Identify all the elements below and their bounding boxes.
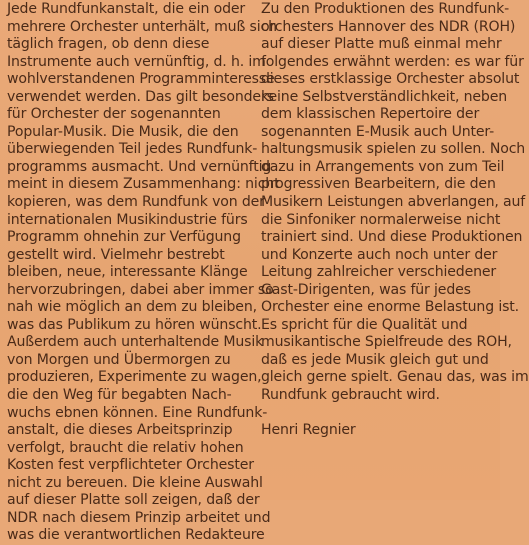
text-line: Es spricht für die Qualität und <box>261 316 468 333</box>
text-line: programms ausmacht. Und vernünftig <box>7 158 272 175</box>
right-text-column <box>261 1 529 440</box>
text-line: wuchs ebnen können. Eine Rundfunk- <box>7 404 268 421</box>
text-line: wohlverstandenen Programminteresse <box>7 71 275 88</box>
text-line: was die verantwortlichen Redakteure <box>7 527 265 544</box>
text-line: Außerdem auch unterhaltende Musik <box>7 334 264 351</box>
text-line: meint in diesem Zusammenhang: nicht <box>7 176 280 193</box>
text-line: und Konzerte auch noch unter der <box>261 246 498 263</box>
text-line: Kosten fest verpflichteter Orchester <box>7 457 254 474</box>
text-line: überwiegenden Teil jedes Rundfunk- <box>7 141 258 158</box>
text-line: hervorzubringen, dabei aber immer so <box>7 281 274 298</box>
text-line: die den Weg für begabten Nach- <box>7 387 232 404</box>
text-line: Leitung zahlreicher verschiedener <box>261 264 497 281</box>
text-line: verfolgt, braucht die relativ hohen <box>7 439 244 456</box>
text-line: musikantische Spielfreude des ROH, <box>261 334 512 351</box>
text-line: Instrumente auch vernünftig, d. h. im <box>7 53 266 70</box>
text-line: Popular-Musik. Die Musik, die den <box>7 123 239 140</box>
text-line: auf dieser Platte soll zeigen, daß der <box>7 492 260 509</box>
text-line: was das Publikum zu hören wünscht. <box>7 316 262 333</box>
text-line: verwendet werden. Das gilt besonders <box>7 88 274 105</box>
left-text-column <box>7 1 280 545</box>
text-line: internationalen Musikindustrie fürs <box>7 211 248 228</box>
text-line: kopieren, was dem Rundfunk von der <box>7 194 265 211</box>
text-line: Rundfunk gebraucht wird. <box>261 387 440 404</box>
text-line: produzieren, Experimente zu wagen, <box>7 369 262 386</box>
text-line: sogenannten E-Musik auch Unter- <box>261 123 495 140</box>
text-line: haltungsmusik spielen zu sollen. Noch <box>261 141 526 158</box>
text-line: Orchester eine enorme Belastung ist. <box>261 299 519 316</box>
text-line: Jede Rundfunkanstalt, die ein oder <box>7 1 246 17</box>
text-line: nah wie möglich an dem zu bleiben, <box>7 299 257 316</box>
text-line: dazu in Arrangements von zum Teil <box>261 158 505 175</box>
text-line: auf dieser Platte muß einmal mehr <box>261 36 502 53</box>
text-line: dem klassischen Repertoire der <box>261 106 480 123</box>
text-line: progressiven Bearbeitern, die den <box>261 176 496 193</box>
text-line: dieses erstklassige Orchester absolut <box>261 71 520 88</box>
text-line: keine Selbstverständlichkeit, neben <box>261 88 508 105</box>
text-line: bleiben, neue, interessante Klänge <box>7 264 248 281</box>
text-line: die Sinfoniker normalerweise nicht <box>261 211 501 228</box>
text-line: Musikern Leistungen abverlangen, auf <box>261 194 526 211</box>
text-line: mehrere Orchester unterhält, muß sich <box>7 18 277 35</box>
text-line: daß es jede Musik gleich gut und <box>261 351 489 368</box>
text-line: täglich fragen, ob denn diese <box>7 36 210 53</box>
text-line: von Morgen und Übermorgen zu <box>7 351 231 368</box>
text-line: NDR nach diesem Prinzip arbeitet und <box>7 509 271 526</box>
text-line: orchesters Hannover des NDR (ROH) <box>261 18 516 35</box>
text-line: anstalt, die dieses Arbeitsprinzip <box>7 422 233 439</box>
text-line: für Orchester der sogenannten <box>7 106 221 123</box>
text-line: nicht zu bereuen. Die kleine Auswahl <box>7 474 263 491</box>
text-line: trainiert sind. Und diese Produktionen <box>261 229 523 246</box>
author-signature: Henri Regnier <box>261 422 356 439</box>
text-line: gestellt wird. Vielmehr bestrebt <box>7 246 225 263</box>
text-line: folgendes erwähnt werden: es war für <box>261 53 524 70</box>
text-line: Gast-Dirigenten, was für jedes <box>261 281 471 298</box>
text-line: Zu den Produktionen des Rundfunk- <box>261 1 510 17</box>
text-line: Programm ohnehin zur Verfügung <box>7 229 241 246</box>
text-line: gleich gerne spielt. Genau das, was im <box>261 369 529 386</box>
